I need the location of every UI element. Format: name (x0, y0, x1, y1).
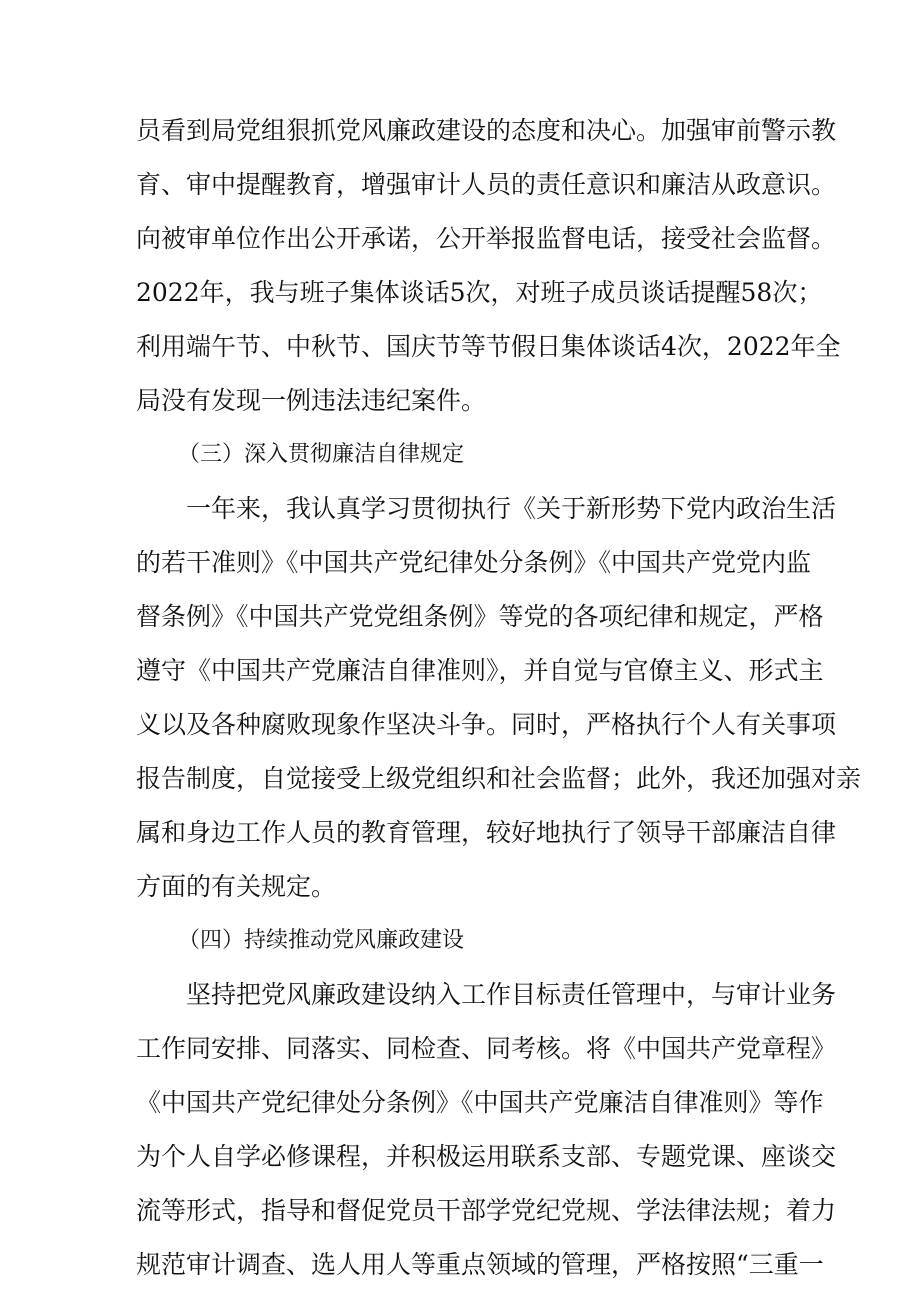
text-line: 工作同安排、同落实、同检查、同考核。将《中国共产党章程》 (136, 1034, 837, 1063)
text-line: 规范审计调查、选人用人等重点领域的管理，严格按照“三重一 (136, 1250, 824, 1279)
text-line: 局没有发现一例违法违纪案件。 (136, 386, 487, 415)
section-heading-3: （三）深入贯彻廉洁自律规定 (178, 442, 465, 467)
document-body (136, 104, 862, 1292)
text-line: 《中国共产党纪律处分条例》《中国共产党廉洁自律准则》等作 (136, 1088, 824, 1117)
text-line: 义以及各种腐败现象作坚决斗争。同时，严格执行个人有关事项 (136, 710, 837, 739)
text-line: 育、审中提醒教育，增强审计人员的责任意识和廉洁从政意识。 (136, 170, 837, 199)
paragraph-2 (136, 482, 862, 914)
text-line: 员看到局党组狠抓党风廉政建设的态度和决心。加强审前警示教 (136, 116, 837, 145)
text-line: 流等形式，指导和督促党员干部学党纪党规、学法律法规；着力 (136, 1196, 837, 1225)
text-line: 一年来，我认真学习贯彻执行《关于新形势下党内政治生活 (186, 494, 837, 523)
text-line: 2022年，我与班子集体谈话5次，对班子成员谈话提醒58次； (136, 278, 823, 307)
paragraph-3 (136, 968, 837, 1292)
text-line: 督条例》《中国共产党党组条例》等党的各项纪律和规定，严格 (136, 602, 824, 631)
text-line: 的若干准则》《中国共产党纪律处分条例》《中国共产党党内监 (136, 548, 812, 577)
text-line: 报告制度，自觉接受上级党组织和社会监督；此外，我还加强对亲 (136, 764, 862, 793)
text-line: 为个人自学必修课程，并积极运用联系支部、专题党课、座谈交 (136, 1142, 837, 1171)
paragraph-1 (136, 104, 841, 428)
text-line: 坚持把党风廉政建设纳入工作目标责任管理中，与审计业务 (186, 980, 837, 1009)
text-line: 属和身边工作人员的教育管理，较好地执行了领导干部廉洁自律 (136, 818, 837, 847)
text-line: 向被审单位作出公开承诺，公开举报监督电话，接受社会监督。 (136, 224, 837, 253)
text-line: 方面的有关规定。 (136, 872, 337, 901)
section-heading-4: （四）持续推动党风廉政建设 (178, 928, 465, 953)
text-line: 利用端午节、中秋节、国庆节等节假日集体谈话4次，2022年全 (136, 332, 841, 361)
text-line: 遵守《中国共产党廉洁自律准则》，并自觉与官僚主义、形式主 (136, 656, 824, 685)
